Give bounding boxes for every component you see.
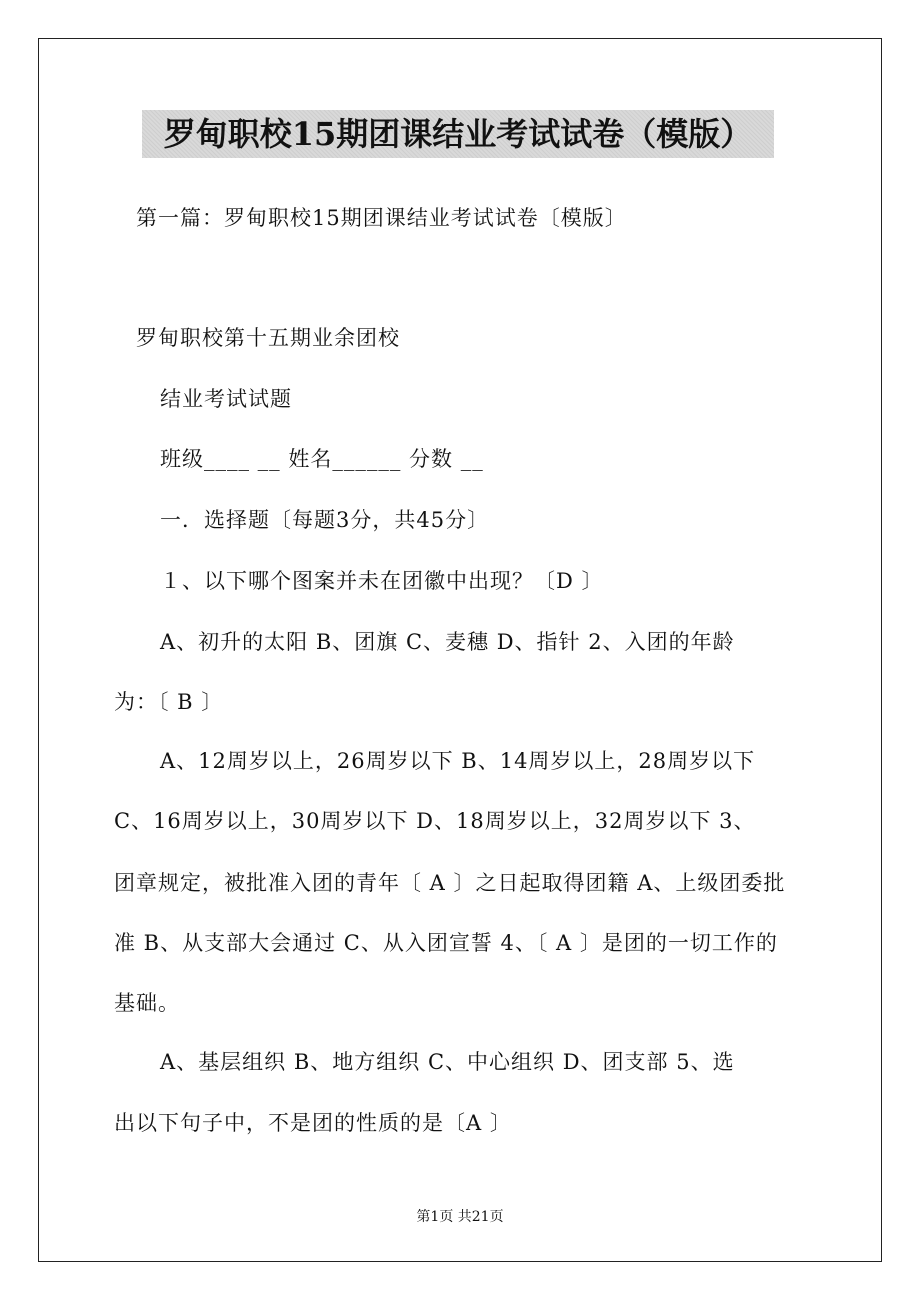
student-info-line: 班级____ __ 姓名______ 分数 __	[160, 447, 484, 471]
question-line: 为：〔 B 〕	[114, 690, 224, 714]
question-line: 出以下句子中，不是团的性质的是〔A 〕	[114, 1111, 512, 1135]
question-line: A、基层组织 B、地方组织 C、中心组织 D、团支部 5、选	[160, 1050, 735, 1074]
document-title: 罗甸职校15期团课结业考试试卷（模版）	[163, 115, 753, 153]
subtitle: 第一篇：罗甸职校15期团课结业考试试卷〔模版〕	[136, 206, 627, 230]
question-line: １、以下哪个图案并未在团徽中出现？〔D 〕	[160, 569, 604, 593]
section-heading: 一．选择题〔每题3分，共45分〕	[160, 508, 490, 532]
school-name: 罗甸职校第十五期业余团校	[136, 326, 400, 350]
question-line: 团章规定，被批准入团的青年〔 A 〕之日起取得团籍 A、上级团委批	[114, 871, 786, 895]
page-footer: 第1页 共21页	[416, 1209, 504, 1225]
question-line: C、16周岁以上，30周岁以下 D、18周岁以上，32周岁以下 3、	[114, 809, 756, 833]
question-line: A、初升的太阳 B、团旗 C、麦穗 D、指针 2、入团的年龄	[160, 630, 735, 654]
question-line: 基础。	[114, 991, 180, 1015]
question-line: 准 B、从支部大会通过 C、从入团宣誓 4、〔 A 〕是团的一切工作的	[114, 931, 778, 955]
exam-name: 结业考试试题	[160, 387, 292, 411]
question-line: A、12周岁以上，26周岁以下 B、14周岁以上，28周岁以下	[160, 749, 756, 773]
